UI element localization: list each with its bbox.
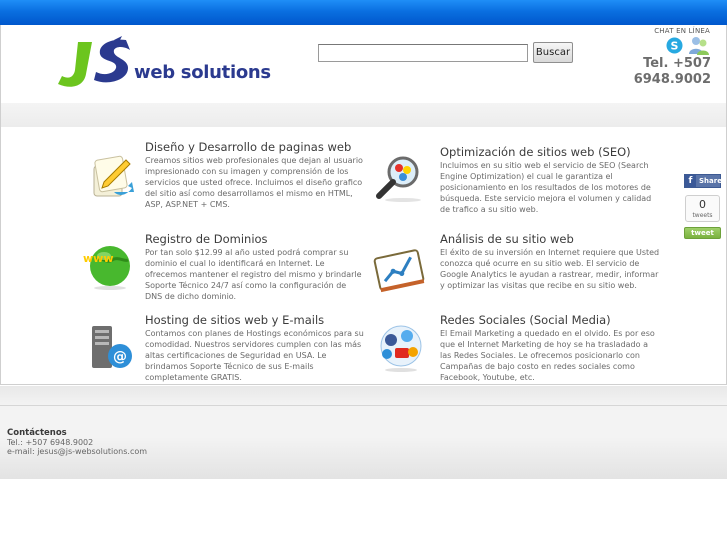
service-title[interactable]: Redes Sociales (Social Media) — [440, 313, 611, 327]
skype-icon[interactable] — [666, 37, 683, 54]
footer-band — [0, 386, 727, 479]
logo-s-swoosh — [94, 40, 130, 83]
service-title[interactable]: Análisis de su sitio web — [440, 232, 574, 246]
contact-email[interactable]: e-mail: jesus@js-websolutions.com — [7, 447, 148, 456]
service-description: El Email Marketing a quedado en el olvido. Es por eso que el Internet Marketing de hoy se ha trasladado a las Redes Sociales. Le ofrecemos posicionarlo con Campañas de bajo costo en redes sociales como Facebook, Youtube, etc. — [440, 329, 655, 382]
service-hosting — [145, 313, 365, 383]
service-web-design — [145, 140, 365, 210]
service-description: Por tan solo $12.99 al año usted podrá comprar su dominio el cual lo identificará en Internet. Le ofrecemos mantener el registro del mismo y brindarle Soporte Técnico 24/7 así como la configuración de DNS de dicho dominio. — [145, 248, 362, 301]
service-title[interactable]: Optimización de sitios web (SEO) — [440, 145, 631, 159]
service-analytics — [440, 232, 660, 291]
service-title[interactable]: Registro de Dominios — [145, 232, 268, 246]
www-globe-icon — [80, 238, 132, 290]
service-description: El éxito de su inversión en Internet requiere que Usted conozca qué ocurre en su sitio web. El servicio de Google Analytics le ayudan a rastrear, medir, informar y optimizar las visitas que recibe en su sitio web. — [440, 248, 660, 290]
facebook-share-button[interactable] — [684, 174, 721, 188]
phone-label: Tel. +507 — [643, 56, 711, 71]
seo-magnifier-icon — [373, 152, 425, 204]
service-title[interactable]: Diseño y Desarrollo de paginas web — [145, 140, 352, 154]
service-description: Creamos sitios web profesionales que dejan al usuario impresionado con su imagen y comprensión de los servicios que usted ofrece. Incluimos el diseño grafico del sitio así como desarrollamos el mismo en HTML, ASP, ASP.NET + CMS. — [145, 156, 363, 209]
logo-j-swoosh — [58, 42, 92, 87]
social-network-icon — [375, 322, 427, 374]
tweet-count: 0 — [699, 198, 706, 211]
analytics-chart-icon — [373, 244, 425, 296]
tweet-button[interactable]: tweet — [684, 227, 721, 239]
top-bar — [0, 0, 727, 25]
www-text: www — [83, 252, 114, 265]
chat-online-label: CHAT EN LÍNEA — [654, 27, 710, 35]
phone-number: 6948.9002 — [633, 72, 711, 87]
footer-divider — [0, 405, 727, 406]
contact-title: Contáctenos — [7, 428, 67, 438]
service-title[interactable]: Hosting de sitios web y E-mails — [145, 313, 325, 327]
tweet-count-label: tweets — [692, 212, 713, 219]
sub-header-band — [0, 103, 727, 127]
service-description: Contamos con planes de Hostings económicos para su comodidad. Nuestros servidores cumplen con las más altas certificaciones de Seguridad en USA. Le brindamos Soporte Técnico de sus E-mails completamente GRATIS. — [145, 329, 364, 382]
service-social-media — [440, 313, 660, 383]
search-button[interactable]: Buscar — [533, 42, 573, 63]
share-label: Share — [699, 177, 722, 185]
chat-people-icon[interactable] — [688, 36, 710, 55]
svg-text:S: S — [670, 39, 679, 53]
design-pencil-icon — [86, 152, 138, 204]
contact-phone: Tel.: +507 6948.9002 — [7, 438, 94, 447]
search-input[interactable] — [318, 44, 528, 62]
svg-text:@: @ — [113, 349, 127, 365]
service-domains — [145, 232, 365, 302]
service-seo — [440, 145, 660, 215]
tweet-count-box — [685, 195, 720, 222]
logo-text: web solutions — [134, 62, 271, 83]
facebook-icon: f — [685, 175, 696, 187]
server-email-icon — [86, 322, 138, 374]
service-description: Incluimos en su sitio web el servicio de SEO (Search Engine Optimization) el cual le garantiza el posicionamiento en los resultados de los motores de búsqueda. Este servicio mejora el volumen y calidad de trafico a su sitio web. — [440, 161, 652, 214]
